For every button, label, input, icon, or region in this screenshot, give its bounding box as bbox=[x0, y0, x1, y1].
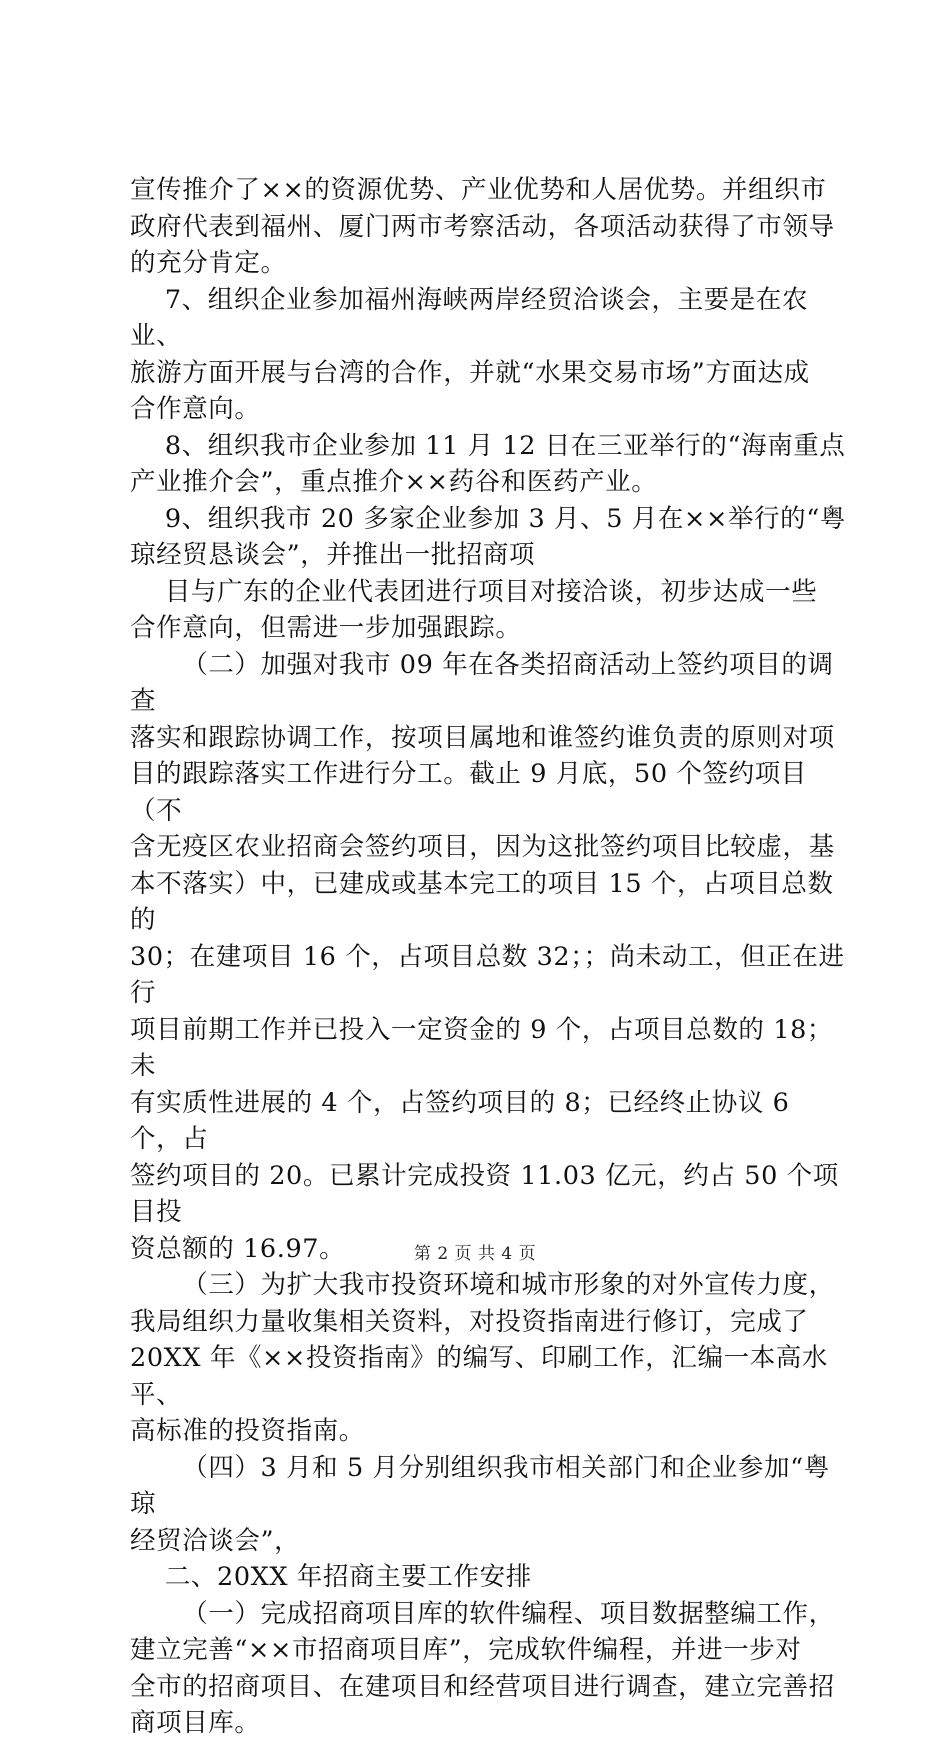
paragraph-line: 项目前期工作并已投入一定资金的 9 个，占项目总数的 18；未 bbox=[130, 1014, 833, 1081]
paragraph-line: 有实质性进展的 4 个，占签约项目的 8；已经终止协议 6 个，占 bbox=[130, 1087, 799, 1154]
paragraph-line: （三）为扩大我市投资环境和城市形象的对外宣传力度， bbox=[130, 1270, 835, 1300]
paragraph-line: 建立完善“××市招商项目库”，完成软件编程，并进一步对 bbox=[130, 1635, 802, 1665]
paragraph-line: 合作意向，但需进一步加强跟踪。 bbox=[130, 613, 522, 643]
paragraph-line: 琼经贸恳谈会”，并推出一批招商项 bbox=[130, 540, 536, 570]
paragraph-line: 宣传推介了××的资源优势、产业优势和人居优势。并组织市 bbox=[130, 175, 827, 205]
paragraph-line: 政府代表到福州、厦门两市考察活动，各项活动获得了市领导 bbox=[130, 211, 835, 242]
paragraph-line: 全市的招商项目、在建项目和经营项目进行调查，建立完善招 bbox=[130, 1671, 835, 1702]
paragraph-line: 签约项目的 20。已累计完成投资 11.03 亿元，约占 50 个项目投 bbox=[130, 1160, 839, 1227]
paragraph-line: 资总额的 16.97。 bbox=[130, 1233, 346, 1264]
paragraph-line: 20XX 年《××投资指南》的编写、印刷工作，汇编一本高水平、 bbox=[130, 1343, 828, 1410]
paragraph-line: 30；在建项目 16 个，占项目总数 32；；尚未动工，但正在进行 bbox=[130, 941, 845, 1008]
paragraph-line: 本不落实）中，已建成或基本完工的项目 15 个，占项目总数的 bbox=[130, 868, 834, 935]
paragraph-line: 旅游方面开展与台湾的合作，并就“水果交易市场”方面达成 bbox=[130, 357, 810, 388]
document-body bbox=[130, 172, 850, 1742]
paragraph-line: 我局组织力量收集相关资料，对投资指南进行修订，完成了 bbox=[130, 1306, 809, 1337]
paragraph-line: 合作意向。 bbox=[130, 394, 261, 424]
paragraph-line: 含无疫区农业招商会签约项目，因为这批签约项目比较虚，基 bbox=[130, 832, 835, 862]
paragraph-line: 高标准的投资指南。 bbox=[130, 1416, 365, 1446]
paragraph-line: 落实和跟踪协调工作，按项目属地和谁签约谁负责的原则对项 bbox=[130, 722, 835, 753]
paragraph-line: 商项目库。 bbox=[130, 1708, 261, 1738]
paragraph-line: 8、组织我市企业参加 11 月 12 日在三亚举行的“海南重点 bbox=[130, 430, 846, 461]
paragraph-line: 7、组织企业参加福州海峡两岸经贸洽谈会，主要是在农业、 bbox=[130, 284, 809, 351]
paragraph-line: 经贸洽谈会”， bbox=[130, 1525, 301, 1556]
paragraph-line: 的充分肯定。 bbox=[130, 248, 287, 278]
paragraph-line: 二、20XX 年招商主要工作安排 bbox=[130, 1562, 532, 1592]
paragraph-line: 产业推介会”，重点推介××药谷和医药产业。 bbox=[130, 467, 658, 497]
paragraph-line: （二）加强对我市 09 年在各类招商活动上签约项目的调查 bbox=[130, 649, 834, 716]
paragraph-line: （一）完成招商项目库的软件编程、项目数据整编工作， bbox=[130, 1598, 835, 1629]
paragraph-line: 目的跟踪落实工作进行分工。截止 9 月底，50 个签约项目（不 bbox=[130, 759, 807, 826]
page-footer: 第 2 页 共 4 页 bbox=[413, 1244, 537, 1264]
paragraph-line: （四）3 月和 5 月分别组织我市相关部门和企业参加“粤琼 bbox=[130, 1452, 830, 1519]
paragraph-line: 目与广东的企业代表团进行项目对接洽谈，初步达成一些 bbox=[130, 576, 818, 607]
paragraph-line: 9、组织我市 20 多家企业参加 3 月、5 月在××举行的“粤 bbox=[130, 503, 846, 534]
